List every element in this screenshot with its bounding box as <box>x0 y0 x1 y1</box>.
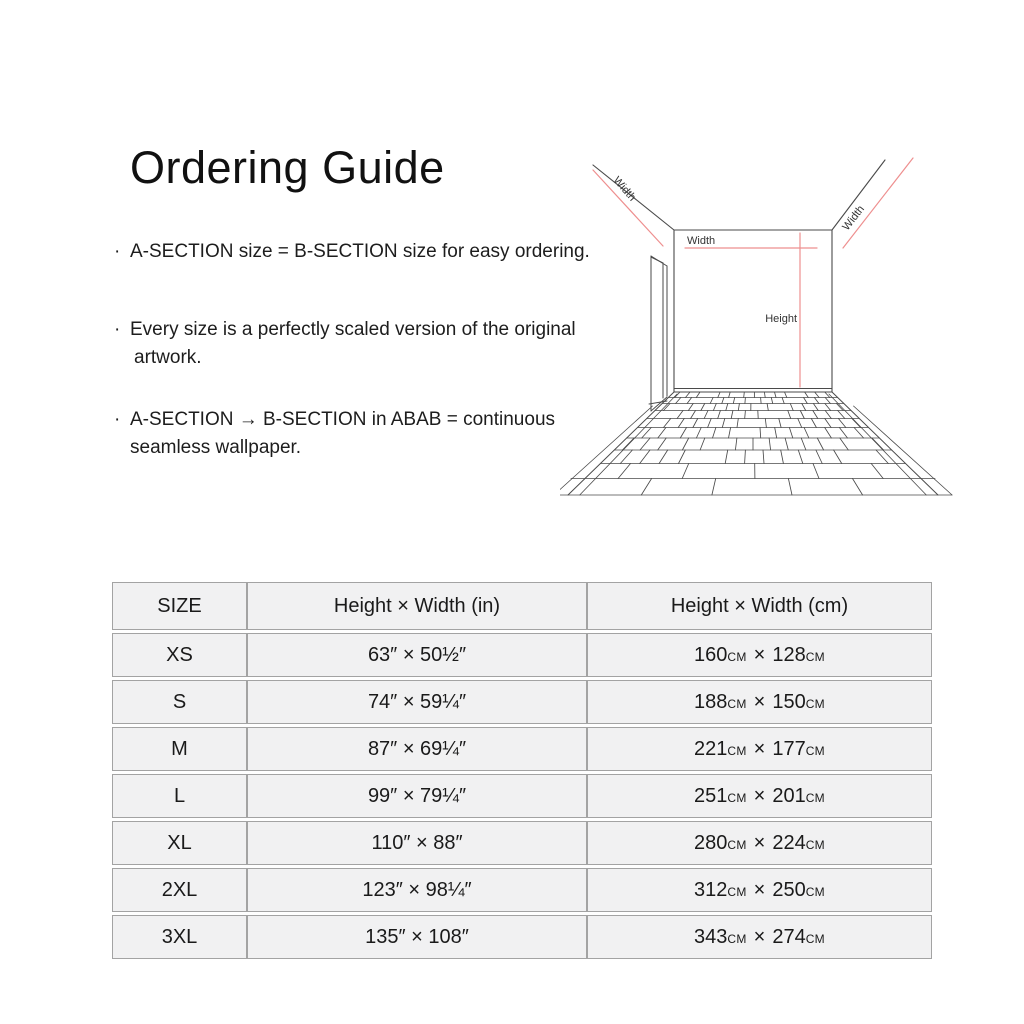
width-label-left: Width <box>610 174 639 204</box>
width-label-back: Width <box>687 235 716 247</box>
size-cell: S <box>112 680 247 724</box>
inches-cell: 135″ × 108″ <box>247 915 587 959</box>
cm-cell: 160CM × 128CM <box>587 633 932 677</box>
page-title: Ordering Guide <box>130 142 445 194</box>
cm-cell: 221CM × 177CM <box>587 727 932 771</box>
inches-cell: 99″ × 79¼″ <box>247 774 587 818</box>
table-row <box>112 774 932 818</box>
measurement-labels <box>611 174 868 325</box>
table-header-row <box>112 582 932 630</box>
width-guide-left <box>593 170 663 246</box>
cm-cell: 312CM × 250CM <box>587 868 932 912</box>
note-line: artwork. <box>134 347 202 368</box>
bullet-marker: · <box>114 241 121 262</box>
size-cell: XL <box>112 821 247 865</box>
height-label: Height <box>765 313 797 325</box>
plank-floor <box>560 392 952 495</box>
door <box>649 256 667 411</box>
size-cell: XS <box>112 633 247 677</box>
ordering-notes <box>114 238 592 462</box>
size-cell: 3XL <box>112 915 247 959</box>
bullet-marker: · <box>114 409 121 430</box>
header-size: SIZE <box>112 582 247 630</box>
inches-cell: 110″ × 88″ <box>247 821 587 865</box>
cm-cell: 343CM × 274CM <box>587 915 932 959</box>
cm-cell: 251CM × 201CM <box>587 774 932 818</box>
size-table <box>112 579 932 962</box>
size-cell: L <box>112 774 247 818</box>
note-line: Every size is a perfectly scaled version of the original <box>130 319 576 340</box>
measurement-lines <box>593 158 913 387</box>
table-row <box>112 821 932 865</box>
table-row <box>112 727 932 771</box>
inches-cell: 123″ × 98¼″ <box>247 868 587 912</box>
size-cell: M <box>112 727 247 771</box>
cm-cell: 280CM × 224CM <box>587 821 932 865</box>
width-guide-right <box>843 158 913 248</box>
inches-cell: 74″ × 59¼″ <box>247 680 587 724</box>
width-label-right: Width <box>840 203 868 233</box>
header-cm: Height × Width (cm) <box>587 582 932 630</box>
note-line: seamless wallpaper. <box>130 437 302 458</box>
inches-cell: 63″ × 50½″ <box>247 633 587 677</box>
table-row <box>112 915 932 959</box>
note-line: A-SECTION → B-SECTION in ABAB = continuous <box>130 409 556 430</box>
header-inches: Height × Width (in) <box>247 582 587 630</box>
table-row <box>112 680 932 724</box>
size-cell: 2XL <box>112 868 247 912</box>
table-row <box>112 633 932 677</box>
inches-cell: 87″ × 69¼″ <box>247 727 587 771</box>
note-seamless-wallpaper <box>114 406 592 462</box>
note-line: A-SECTION size = B-SECTION size for easy ordering. <box>130 241 590 262</box>
table-row <box>112 868 932 912</box>
note-section-equal <box>114 238 592 266</box>
room-measurement-diagram <box>560 135 960 535</box>
bullet-marker: · <box>114 319 121 340</box>
cm-cell: 188CM × 150CM <box>587 680 932 724</box>
note-scaled-artwork <box>114 316 592 372</box>
